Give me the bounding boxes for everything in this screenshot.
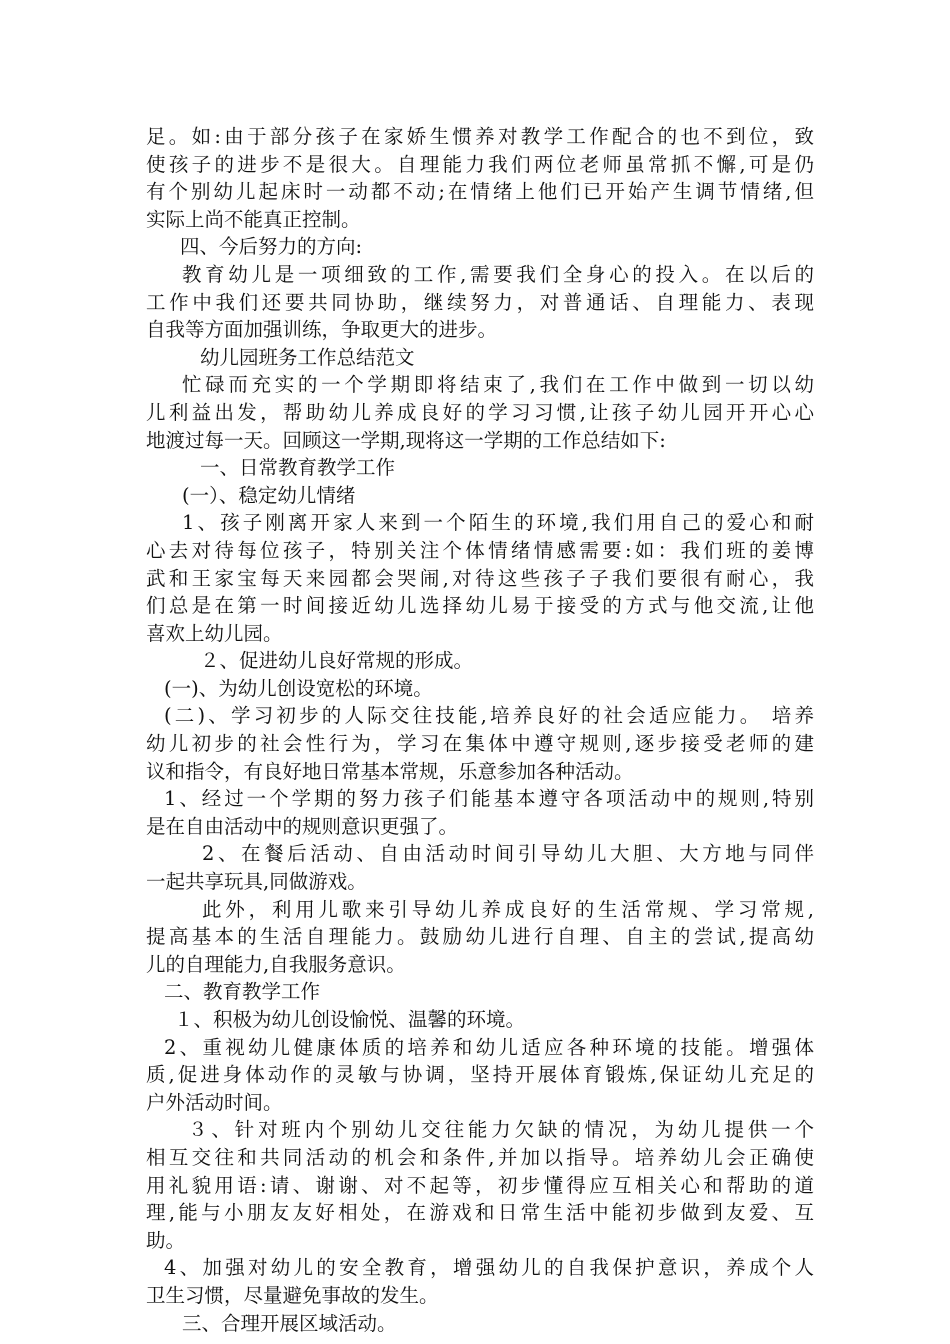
- text-line: 足。如:由于部分孩子在家娇生惯养对教学工作配合的也不到位，致: [146, 125, 814, 148]
- text-line: 2、在餐后活动、自由活动时间引导幼儿大胆、大方地与同伴: [202, 842, 814, 866]
- text-line: 儿的自理能力,自我服务意识。: [146, 952, 406, 976]
- text-line: 4、加强对幼儿的安全教育，增强幼儿的自我保护意识，养成个人: [164, 1256, 814, 1280]
- text-line: ２、促进幼儿良好常规的形成。: [200, 649, 474, 673]
- text-line: 二、教育教学工作: [164, 980, 321, 1004]
- text-line: 儿利益出发，帮助幼儿养成良好的学习习惯,让孩子幼儿园开开心心: [146, 400, 814, 424]
- text-line: 户外活动时间。: [146, 1090, 283, 1114]
- text-line: 喜欢上幼儿园。: [146, 621, 283, 645]
- text-line: 使孩子的进步不是很大。自理能力我们两位老师虽常抓不懈,可是仍: [146, 152, 814, 176]
- text-line: ３、针对班内个别幼儿交往能力欠缺的情况，为幼儿提供一个: [188, 1118, 814, 1142]
- text-line: 2、重视幼儿健康体质的培养和幼儿适应各种环境的技能。增强体: [164, 1035, 814, 1059]
- text-line: 1、孩子刚离开家人来到一个陌生的环境,我们用自己的爱心和耐: [182, 511, 814, 535]
- text-line: 武和王家宝每天来园都会哭闹,对待这些孩子子我们要很有耐心，我: [146, 566, 814, 590]
- text-line: 三、合理开展区域活动。: [182, 1311, 397, 1335]
- text-line: (二)、学习初步的人际交往技能,培养良好的社会适应能力。 培养: [164, 704, 814, 728]
- text-line: 有个别幼儿起床时一动都不动;在情绪上他们已开始产生调节情绪,但: [146, 180, 814, 204]
- text-line: 此外，利用儿歌来引导幼儿养成良好的生活常规、学习常规,: [202, 897, 814, 921]
- text-line: 实际上尚不能真正控制。: [146, 207, 361, 231]
- text-line: 心去对待每位孩子，特别关注个体情绪情感需要:如：我们班的姜博: [146, 538, 814, 562]
- text-line: (一)、为幼儿创设宽松的环境。: [164, 676, 433, 700]
- text-line: 幼儿初步的社会性行为，学习在集体中遵守规则,逐步接受老师的建: [146, 732, 814, 756]
- text-line: 质,促进身体动作的灵敏与协调，坚持开展体育锻炼,保证幼儿充足的: [146, 1063, 814, 1087]
- text-line: 提高基本的生活自理能力。鼓励幼儿进行自理、自主的尝试,提高幼: [146, 925, 814, 949]
- text-line: 用礼貌用语:请、谢谢、对不起等，初步懂得应互相关心和帮助的道: [146, 1173, 814, 1197]
- text-line: 们总是在第一时间接近幼儿选择幼儿易于接受的方式与他交流,让他: [146, 594, 814, 618]
- text-line: 1、经过一个学期的努力孩子们能基本遵守各项活动中的规则,特别: [164, 787, 814, 811]
- text-line: 四、今后努力的方向:: [180, 235, 363, 259]
- text-line: 相互交往和共同活动的机会和条件,并加以指导。培养幼儿会正确使: [146, 1145, 814, 1169]
- text-line: 工作中我们还要共同协助，继续努力，对普通话、自理能力、表现: [146, 290, 814, 314]
- text-line: 是在自由活动中的规则意识更强了。: [146, 814, 459, 838]
- text-line: 助。: [146, 1228, 186, 1252]
- text-line: 自我等方面加强训练，争取更大的进步。: [146, 318, 498, 342]
- text-line: １、积极为幼儿创设愉悦、温馨的环境。: [174, 1008, 526, 1031]
- text-line: (一）、稳定幼儿情绪: [182, 483, 356, 507]
- text-line: 理,能与小朋友友好相处，在游戏和日常生活中能初步做到友爱、互: [146, 1201, 814, 1225]
- text-line: 教育幼儿是一项细致的工作,需要我们全身心的投入。在以后的: [182, 262, 814, 286]
- text-line: 地渡过每一天。回顾这一学期,现将这一学期的工作总结如下:: [146, 428, 666, 452]
- text-line: 一起共享玩具,同做游戏。: [146, 870, 367, 894]
- text-line: 卫生习惯，尽量避免事故的发生。: [146, 1283, 439, 1307]
- text-line: 幼儿园班务工作总结范文: [200, 345, 415, 369]
- document-body-text: [146, 123, 814, 1337]
- text-line: 忙碌而充实的一个学期即将结束了,我们在工作中做到一切以幼: [182, 373, 814, 397]
- text-line: 一、日常教育教学工作: [200, 456, 396, 480]
- text-line: 议和指令，有良好地日常基本常规，乐意参加各种活动。: [146, 759, 634, 783]
